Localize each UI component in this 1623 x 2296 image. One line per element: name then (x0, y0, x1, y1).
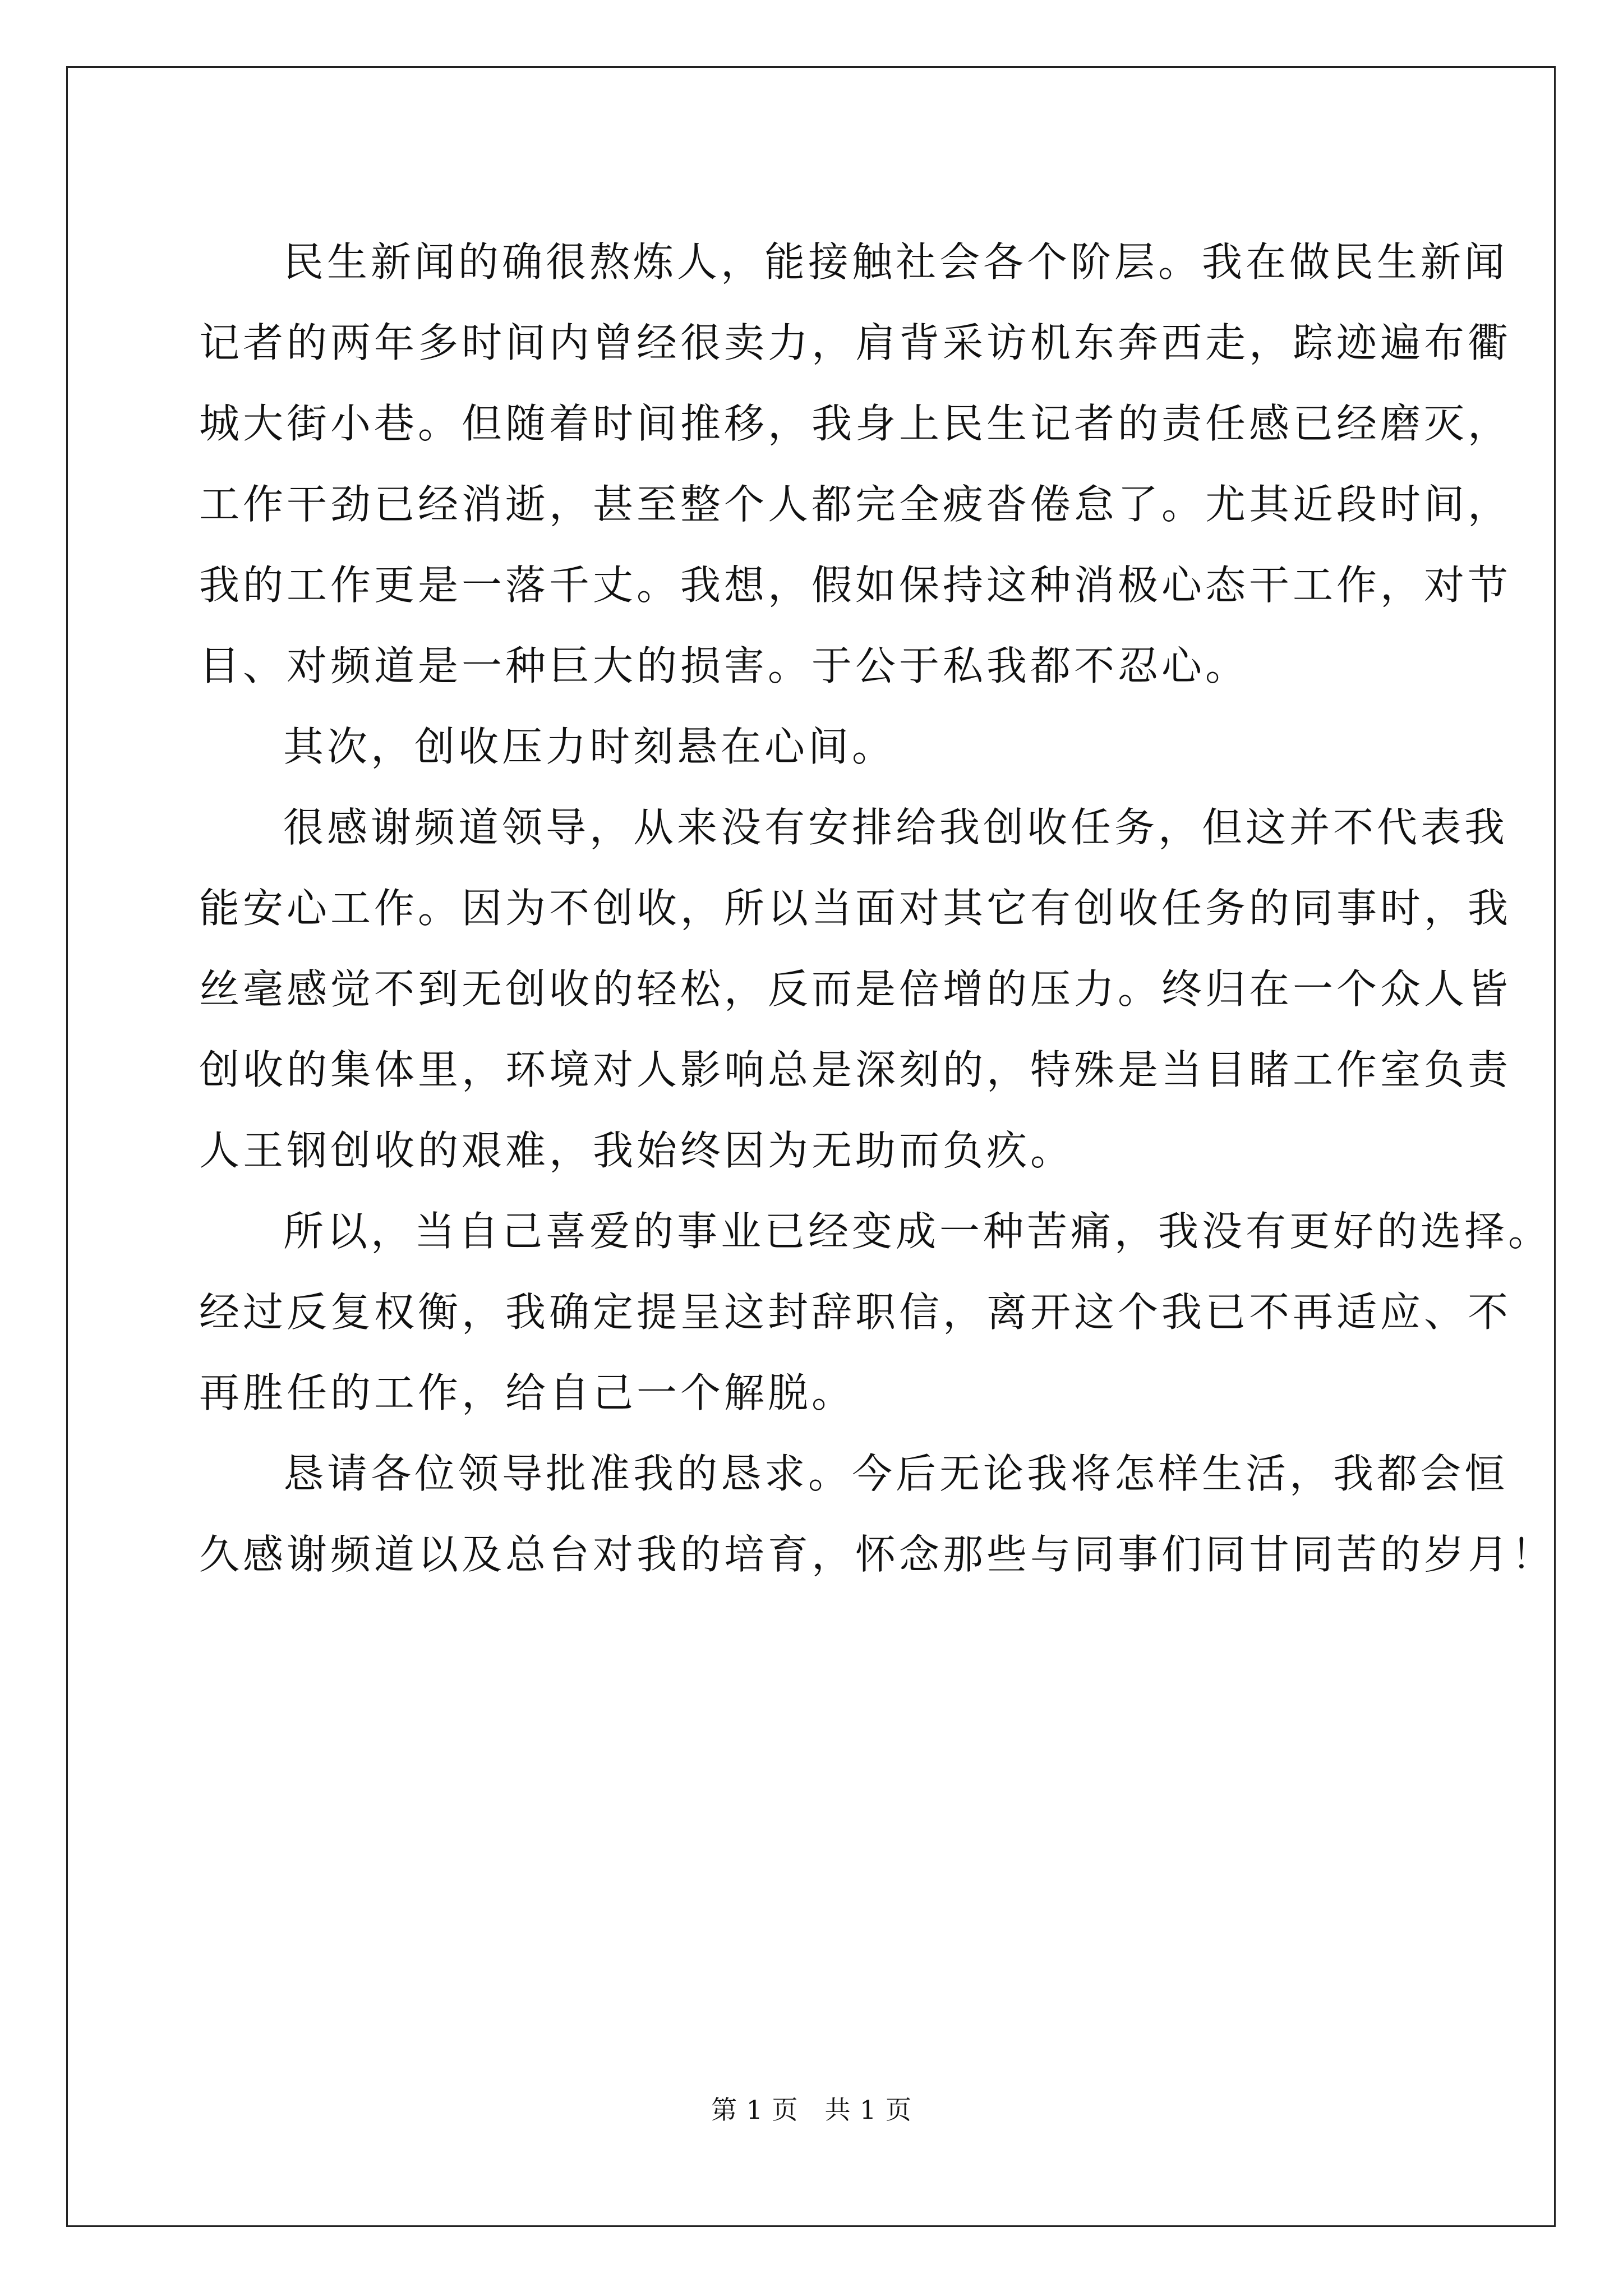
text-line: 目、对频道是一种巨大的损害。于公于私我都不忍心。 (199, 642, 1249, 689)
page-footer (0, 2090, 1623, 2127)
text-line: 民生新闻的确很熬炼人，能接触社会各个阶层。我在做民生新闻 (283, 238, 1509, 286)
text-line: 再胜任的工作，给自己一个解脱。 (199, 1369, 856, 1416)
text-line: 很感谢频道领导，从来没有安排给我创收任务，但这并不代表我 (283, 804, 1509, 851)
paragraph-4 (199, 1191, 1552, 1433)
page-number-label: 第 1 页 (711, 2095, 799, 2125)
text-line: 城大街小巷。但随着时间推移，我身上民生记者的责任感已经磨灭， (199, 400, 1512, 447)
page-total-label: 共 1 页 (824, 2095, 912, 2125)
paragraph-1 (199, 222, 1512, 706)
text-line: 能安心工作。因为不创收，所以当面对其它有创收任务的同事时，我 (199, 885, 1512, 932)
document-body (199, 222, 1556, 1595)
text-line: 人王钢创收的艰难，我始终因为无助而负疚。 (199, 1127, 1075, 1174)
text-line: 创收的集体里，环境对人影响总是深刻的，特殊是当目睹工作室负责 (199, 1046, 1512, 1093)
text-line: 丝毫感觉不到无创收的轻松，反而是倍增的压力。终归在一个众人皆 (199, 965, 1512, 1013)
text-line: 我的工作更是一落千丈。我想，假如保持这种消极心态干工作，对节 (199, 562, 1512, 609)
text-line: 工作干劲已经消逝，甚至整个人都完全疲沓倦怠了。尤其近段时间， (199, 481, 1512, 528)
text-line: 久感谢频道以及总台对我的培育，怀念那些与同事们同甘同苦的岁月！ (199, 1531, 1556, 1578)
text-line: 所以，当自己喜爱的事业已经变成一种苦痛，我没有更好的选择。 (283, 1208, 1552, 1255)
paragraph-2 (199, 706, 1433, 787)
text-line: 其次，创收压力时刻悬在心间。 (283, 723, 896, 770)
text-line: 恳请各位领导批准我的恳求。今后无论我将怎样生活，我都会恒 (283, 1450, 1509, 1497)
paragraph-5 (199, 1433, 1556, 1595)
paragraph-3 (199, 787, 1512, 1191)
text-line: 记者的两年多时间内曾经很卖力，肩背采访机东奔西走，踪迹遍布衢 (199, 319, 1512, 366)
text-line: 经过反复权衡，我确定提呈这封辞职信，离开这个我已不再适应、不 (199, 1289, 1512, 1336)
